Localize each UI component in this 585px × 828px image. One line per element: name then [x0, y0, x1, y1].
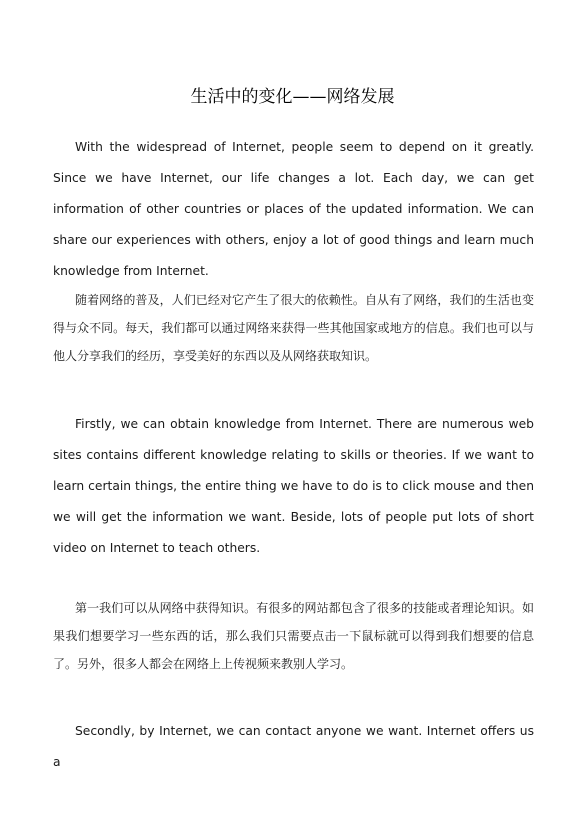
paragraph-english-firstly: Firstly, we can obtain knowledge from Internet. There are numerous web sites contains different knowledge relating to skills or theories. If we want to learn certain things, the entire thing we have to do is to click mouse and then we will get the information we want. Beside, lots of people put lots of short video on Internet to teach others. — [53, 417, 534, 555]
paragraph-chinese-intro: 随着网络的普及，人们已经对它产生了很大的依赖性。自从有了网络，我们的生活也变得与众不同。每天，我们都可以通过网络来获得一些其他国家或地方的信息。我们也可以与他人分享我们的经历，享受美好的东西以及从网络获取知识。 — [53, 293, 534, 363]
paragraph-english-intro: With the widespread of Internet, people seem to depend on it greatly. Since we have Internet, our life changes a lot. Each day, we can get information of other countries or places of the updated information. We can share our experiences with others, enjoy a lot of good things and learn much knowledge from Internet. — [53, 140, 534, 278]
paragraph-english-secondly: Secondly, by Internet, we can contact anyone we want. Internet offers us a — [53, 724, 534, 769]
paragraph-chinese-firstly: 第一我们可以从网络中获得知识。有很多的网站都包含了很多的技能或者理论知识。如果我们想要学习一些东西的话，那么我们只需要点击一下鼠标就可以得到我们想要的信息了。另外，很多人都会在网络上上传视频来教别人学习。 — [53, 601, 534, 671]
document-title: 生活中的变化——网络发展 — [190, 87, 395, 108]
